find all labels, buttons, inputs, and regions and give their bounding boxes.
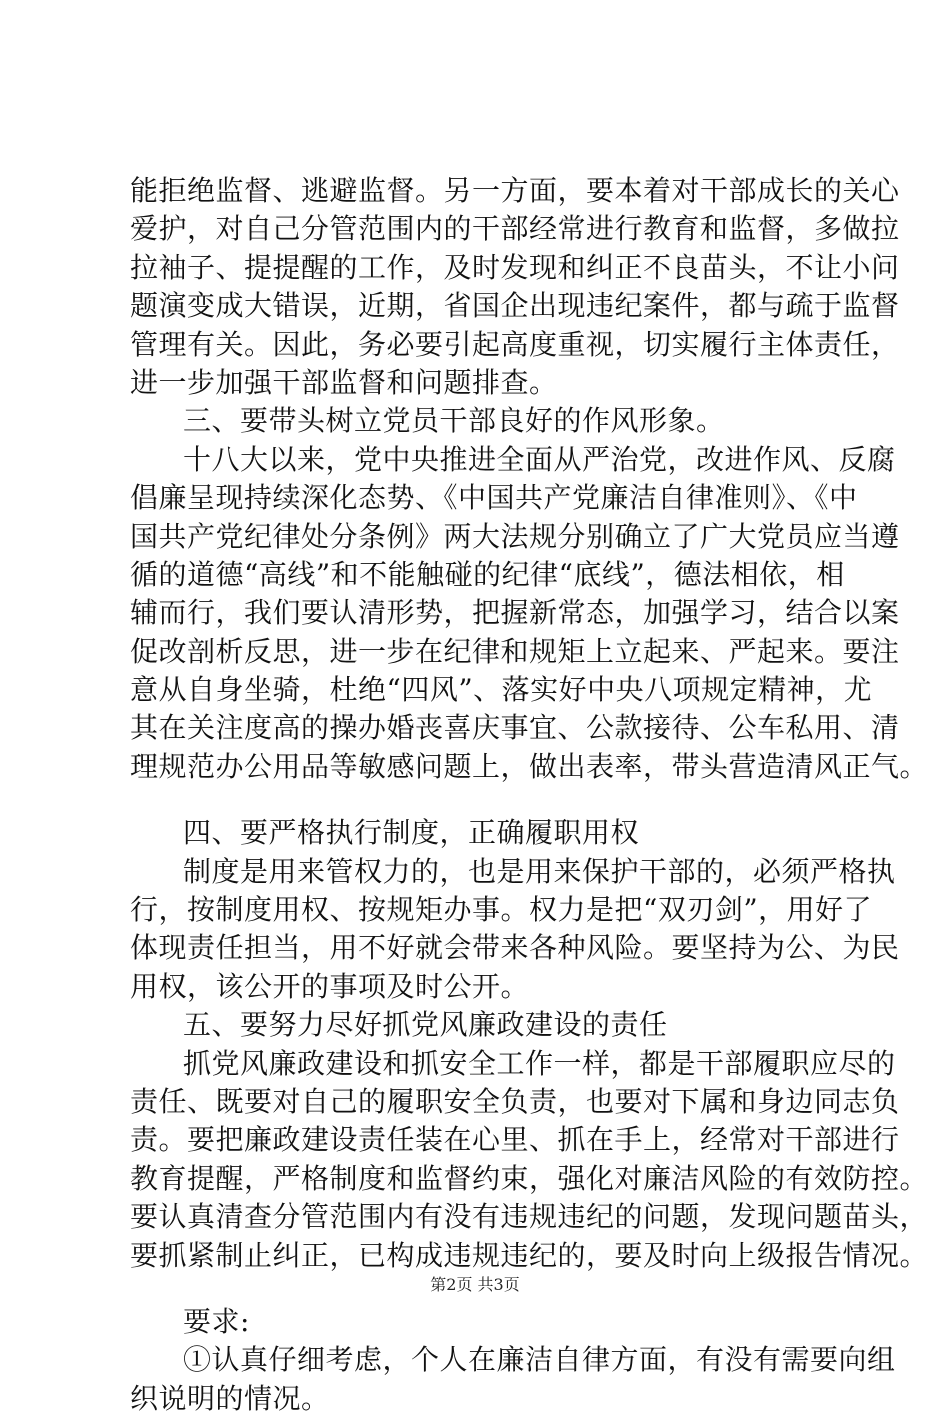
text-line: 爱护，对自己分管范围内的干部经常进行教育和监督，多做拉: [130, 212, 900, 246]
text-line: 要认真清查分管范围内有没有违规违纪的问题，发现问题苗头，: [130, 1200, 929, 1234]
text-line: 意从自身坐骑，杜绝“四风”、落实好中央八项规定精神，尤: [130, 673, 873, 707]
text-line: 十八大以来，党中央推进全面从严治党，改进作风、反腐: [183, 442, 896, 476]
text-line: 其在关注度高的操办婚丧喜庆事宜、公款接待、公车私用、清: [130, 711, 900, 745]
text-line: 循的道德“高线”和不能触碰的纪律“底线”，德法相依，相: [130, 557, 845, 591]
text-line: 体现责任担当，用不好就会带来各种风险。要坚持为公、为民: [130, 931, 900, 965]
text-line: 教育提醒，严格制度和监督约束，强化对廉洁风险的有效防控。: [130, 1161, 929, 1195]
section-heading: 三、要带头树立党员干部良好的作风形象。: [183, 404, 725, 438]
text-line: 进一步加强干部监督和问题排查。: [130, 365, 558, 399]
text-line: 要抓紧制止纠正，已构成违规违纪的，要及时向上级报告情况。: [130, 1238, 929, 1272]
paragraph-gap: [130, 786, 855, 814]
text-line: ①认真仔细考虑，个人在廉洁自律方面，有没有需要向组: [183, 1343, 896, 1377]
text-line: 行，按制度用权、按规矩办事。权力是把“双刃剑”，用好了: [130, 893, 873, 927]
page-footer: 第2页 共3页: [430, 1275, 520, 1294]
text-line: 抓党风廉政建设和抓安全工作一样，都是干部履职应尽的: [183, 1046, 896, 1080]
document-body: [130, 172, 929, 1418]
text-line: 拉袖子、提提醒的工作，及时发现和纠正不良苗头，不让小问: [130, 250, 900, 284]
text-line: 国共产党纪律处分条例》两大法规分别确立了广大党员应当遵: [130, 519, 900, 553]
requirements-heading: 要求:: [183, 1304, 250, 1338]
text-line: 促改剖析反思，进一步在纪律和规矩上立起来、严起来。要注: [130, 634, 900, 668]
section-heading: 四、要严格执行制度，正确履职用权: [183, 816, 640, 850]
text-line: 制度是用来管权力的，也是用来保护干部的，必须严格执: [183, 854, 896, 888]
section-heading: 五、要努力尽好抓党风廉政建设的责任: [183, 1008, 668, 1042]
text-line: 织说明的情况。: [130, 1381, 330, 1415]
text-line: 能拒绝监督、逃避监督。另一方面，要本着对干部成长的关心: [130, 174, 900, 207]
text-line: 责任、既要对自己的履职安全负责，也要对下属和身边同志负: [130, 1084, 900, 1118]
text-line: 责。要把廉政建设责任装在心里、抓在手上，经常对干部进行: [130, 1123, 900, 1157]
text-line: 辅而行，我们要认清形势，把握新常态，加强学习，结合以案: [130, 596, 900, 630]
text-line: 管理有关。因此，务必要引起高度重视，切实履行主体责任，: [130, 327, 900, 361]
text-line: 题演变成大错误，近期，省国企出现违纪案件，都与疏于监督: [130, 289, 900, 323]
text-line: 理规范办公用品等敏感问题上，做出表率，带头营造清风正气。: [130, 749, 929, 783]
text-line: 倡廉呈现持续深化态势、《中国共产党廉洁自律准则》、《中: [130, 481, 858, 515]
text-line: 用权，该公开的事项及时公开。: [130, 969, 530, 1003]
